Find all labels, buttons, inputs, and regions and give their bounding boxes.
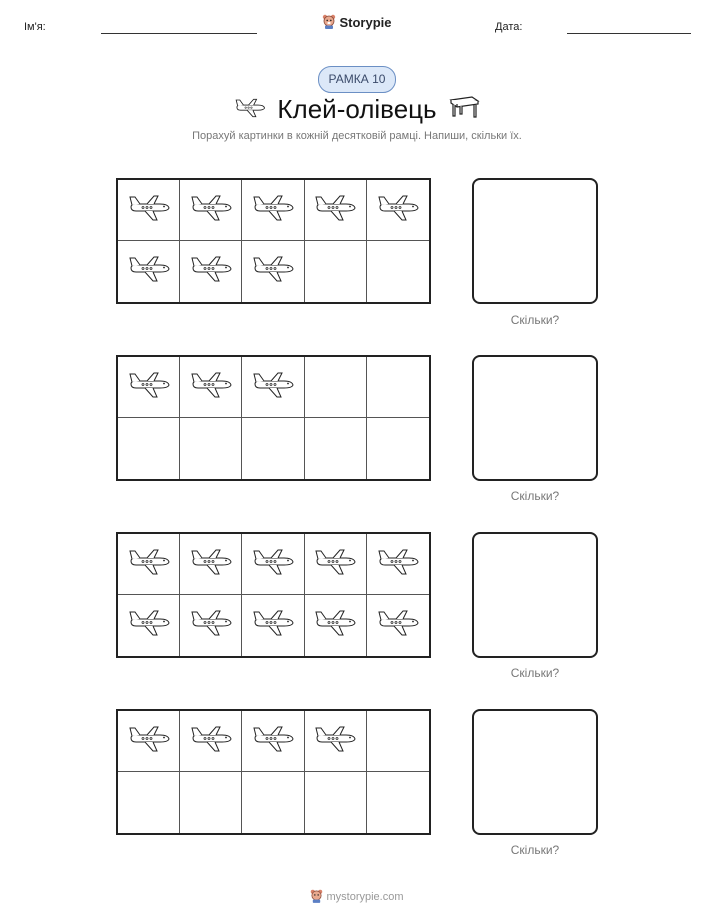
- airplane-icon: [251, 609, 295, 642]
- airplane-icon: [313, 548, 357, 581]
- frame-cell: [242, 418, 304, 479]
- frame-cell: [118, 180, 180, 241]
- brand-logo: [0, 13, 714, 32]
- answer-label: Скільки?: [510, 489, 560, 503]
- frame-cell: [180, 534, 242, 595]
- airplane-icon: [189, 371, 233, 404]
- frame-cell: [305, 595, 367, 656]
- frame-cell: [305, 180, 367, 241]
- airplane-icon: [127, 609, 171, 642]
- frame-cell: [180, 180, 242, 241]
- bear-logo-icon: [322, 13, 336, 32]
- ten-frame: [116, 178, 431, 304]
- name-line[interactable]: [101, 33, 257, 34]
- frame-cell: [367, 241, 429, 302]
- date-label: Дата:: [495, 21, 523, 33]
- frame-cell: [367, 711, 429, 772]
- airplane-icon: [313, 609, 357, 642]
- airplane-icon: [127, 194, 171, 227]
- frame-cell: [180, 595, 242, 656]
- instructions: Порахуй картинки в кожній десятковій рамці. Напиши, скільки їх.: [192, 130, 522, 142]
- name-label: Ім'я:: [24, 21, 46, 33]
- frame-cell: [242, 595, 304, 656]
- frame-cell: [118, 595, 180, 656]
- airplane-icon: [313, 194, 357, 227]
- ten-frame: [116, 532, 431, 658]
- frame-cell: [305, 241, 367, 302]
- answer-box[interactable]: [472, 355, 598, 481]
- airplane-icon: [376, 548, 420, 581]
- airplane-icon: [189, 194, 233, 227]
- frame-cell: [305, 711, 367, 772]
- frame-cell: [367, 595, 429, 656]
- airplane-icon: [189, 255, 233, 288]
- bear-logo-icon: [310, 888, 323, 906]
- frame-cell: [118, 418, 180, 479]
- airplane-icon: [251, 371, 295, 404]
- frame-cell: [305, 418, 367, 479]
- airplane-icon: [189, 609, 233, 642]
- frame-cell: [305, 534, 367, 595]
- frame-cell: [367, 772, 429, 833]
- answer-box[interactable]: [472, 709, 598, 835]
- frame-cell: [367, 180, 429, 241]
- frame-cell: [367, 357, 429, 418]
- frame-cell: [180, 241, 242, 302]
- footer: [0, 888, 714, 906]
- airplane-icon: [127, 725, 171, 758]
- frame-cell: [242, 357, 304, 418]
- frame-cell: [242, 180, 304, 241]
- ten-frame: [116, 709, 431, 835]
- answer-label: Скільки?: [510, 666, 560, 680]
- airplane-icon: [251, 194, 295, 227]
- frame-cell: [180, 772, 242, 833]
- airplane-icon: [376, 609, 420, 642]
- frame-cell: [180, 357, 242, 418]
- frame-badge: РАМКА 10: [318, 66, 396, 93]
- frame-cell: [305, 772, 367, 833]
- frame-cell: [118, 711, 180, 772]
- frame-cell: [242, 241, 304, 302]
- airplane-icon: [189, 725, 233, 758]
- frame-cell: [367, 418, 429, 479]
- frame-cell: [180, 711, 242, 772]
- footer-url[interactable]: mystorypie.com: [326, 891, 404, 903]
- answer-box[interactable]: [472, 532, 598, 658]
- frame-cell: [305, 357, 367, 418]
- answer-label: Скільки?: [510, 313, 560, 327]
- airplane-icon: [127, 255, 171, 288]
- frame-cell: [367, 534, 429, 595]
- brand-name: Storypie: [339, 15, 392, 30]
- answer-label: Скільки?: [510, 843, 560, 857]
- frame-cell: [118, 357, 180, 418]
- page-title: Клей-олівець: [277, 94, 437, 124]
- airplane-icon: [251, 725, 295, 758]
- airplane-icon: [251, 548, 295, 581]
- date-line[interactable]: [567, 33, 691, 34]
- frame-cell: [242, 772, 304, 833]
- airplane-icon: [376, 194, 420, 227]
- airplane-icon: [189, 548, 233, 581]
- frame-cell: [118, 772, 180, 833]
- frame-cell: [118, 241, 180, 302]
- frame-cell: [242, 534, 304, 595]
- answer-box[interactable]: [472, 178, 598, 304]
- frame-cell: [118, 534, 180, 595]
- table-icon: [448, 94, 480, 125]
- airplane-icon: [127, 371, 171, 404]
- frame-cell: [242, 711, 304, 772]
- airplane-icon: [313, 725, 357, 758]
- ten-frame: [116, 355, 431, 481]
- airplane-icon: [127, 548, 171, 581]
- airplane-icon: [251, 255, 295, 288]
- frame-cell: [180, 418, 242, 479]
